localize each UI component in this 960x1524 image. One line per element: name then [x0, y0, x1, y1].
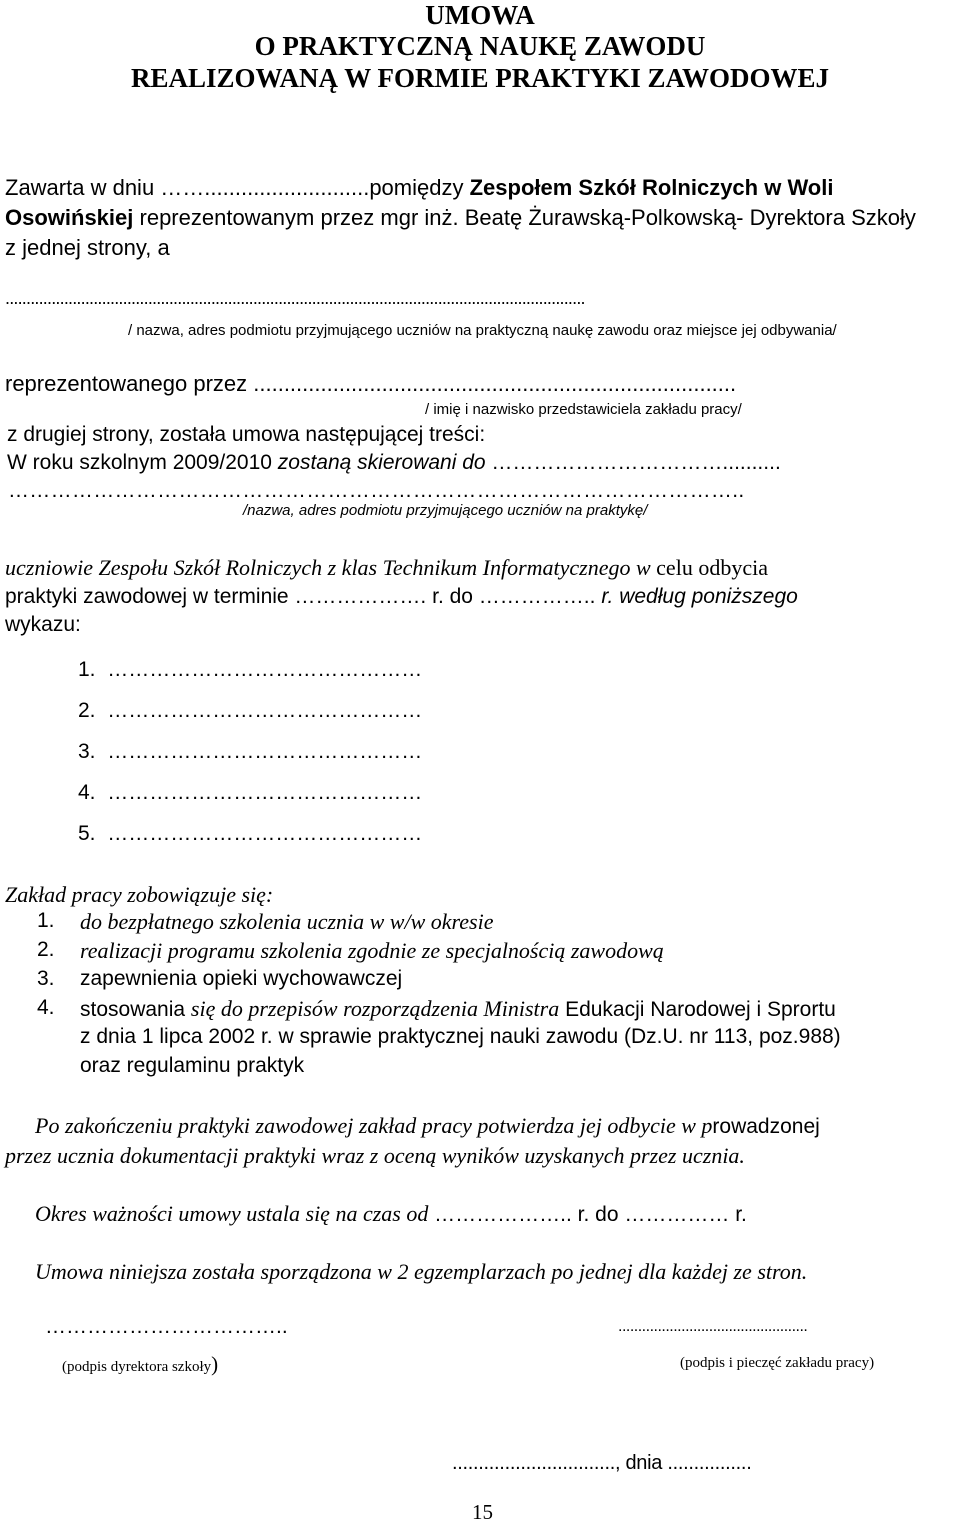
practice-host-caption: /nazwa, adres podmiotu przyjmującego uczniów na praktykę/ [243, 502, 648, 519]
school-name-part-2: Osowińskiej [5, 205, 134, 230]
employer-signature-line: ................................................ [618, 1318, 808, 1335]
second-party-line: z drugiej strony, została umowa następującej treści: [7, 423, 486, 446]
representative-caption: / imię i nazwisko przedstawiciela zakładu pracy/ [425, 401, 742, 418]
validity-text: Okres ważności umowy ustala się na czas od [35, 1201, 429, 1226]
school-year-line [7, 451, 781, 475]
obligation-4-line-1 [80, 996, 836, 1022]
sent-to-dots: …………………………….......... [485, 451, 781, 474]
obligation-4-start: stosowania [80, 998, 191, 1021]
representative-line: reprezentowanego przez ............................................................................... [5, 371, 737, 396]
students-purpose: celu odbycia [650, 555, 768, 580]
title-line-1: UMOWA [425, 0, 535, 30]
students-line-2 [5, 585, 798, 609]
school-name-part-1: Zespołem Szkół Rolniczych w Woli [469, 175, 834, 200]
student-list-item: 2. ……………………………………… [78, 699, 423, 722]
term-text: praktyki zawodowej w terminie ………………. r. do …………….. [5, 585, 596, 608]
obligation-4-regulation: się do przepisów rozporządzenia Ministra [190, 996, 560, 1021]
obligation-text: do bezpłatnego szkolenia ucznia w w/w okresie [80, 909, 494, 934]
obligation-num: 4. [37, 996, 55, 1019]
students-line-1 [5, 555, 768, 580]
students-line-3: wykazu: [5, 613, 81, 636]
intro-representative: reprezentowanym przez mgr inż. Beatę Żurawską-Polkowską- Dyrektora Szkoły [133, 205, 916, 230]
student-list-item: 3. ……………………………………… [78, 740, 423, 763]
intro-line-2 [5, 205, 916, 230]
student-list-item: 5. ……………………………………… [78, 822, 423, 845]
page-number: 15 [472, 1500, 493, 1524]
obligation-num: 2. [37, 938, 55, 961]
completion-line-1 [35, 1113, 820, 1139]
student-list-item: 4. ……………………………………… [78, 781, 423, 804]
obligation-4-ministry: Edukacji Narodowej i Sprortu [559, 998, 836, 1021]
date-line: ..............................., dnia ................ [452, 1452, 752, 1474]
obligation-text: zapewnienia opieki wychowawczej [80, 967, 403, 990]
students-description: uczniowie Zespołu Szkół Rolniczych z klas Technikum Informatycznego w [5, 555, 651, 580]
intro-date-text: Zawarta w dniu ……...........................pomiędzy [5, 175, 470, 200]
copies-line: Umowa niniejsza została sporządzona w 2 egzemplarzach po jednej dla każdej ze stron. [35, 1259, 808, 1284]
completion-text-end: rowadzonej [712, 1115, 820, 1138]
director-signature-caption: (podpis dyrektora szkoły) [62, 1352, 219, 1376]
according-to-text: r. według poniższego [595, 585, 798, 608]
validity-dates: ……………….. r. do …………… r. [428, 1203, 747, 1226]
school-year-fill-line: ………………………………………………………………………………………….. [8, 479, 745, 502]
obligation-4-line-2: z dnia 1 lipca 2002 r. w sprawie praktycznej nauki zawodu (Dz.U. nr 113, poz.988) [80, 1025, 841, 1048]
obligation-num: 1. [37, 909, 55, 932]
intro-line-1 [5, 175, 833, 200]
director-signature-line: …………………………….. [45, 1315, 288, 1338]
obligation-4-line-3: oraz regulaminu praktyk [80, 1054, 305, 1077]
obligations-heading: Zakład pracy zobowiązuje się: [5, 882, 274, 907]
student-list-item: 1. ……………………………………… [78, 658, 423, 681]
school-year-text: W roku szkolnym 2009/2010 [7, 451, 278, 474]
title-line-2: O PRAKTYCZNĄ NAUKĘ ZAWODU [254, 31, 706, 61]
completion-text: Po zakończeniu praktyki zawodowej zakład pracy potwierdza jej odbycie w p [35, 1113, 713, 1138]
obligation-text: realizacji programu szkolenia zgodnie ze specjalnością zawodową [80, 938, 664, 963]
employer-signature-caption: (podpis i pieczęć zakładu pracy) [680, 1355, 875, 1371]
intro-line-3: z jednej strony, a [5, 235, 170, 260]
completion-line-2: przez ucznia dokumentacji praktyki wraz z oceną wyników uzyskanych przez ucznia. [5, 1143, 745, 1168]
host-caption: / nazwa, adres podmiotu przyjmującego uczniów na praktyczną naukę zawodu oraz miejsce jej odbywania/ [128, 322, 837, 339]
validity-line [35, 1201, 747, 1227]
sent-to-text: zostaną skierowani do [277, 451, 486, 474]
title-line-3: REALIZOWANĄ W FORMIE PRAKTYKI ZAWODOWEJ [130, 63, 830, 93]
host-fill-line: .......................................................................................................................................... [5, 288, 585, 308]
obligation-num: 3. [37, 967, 55, 990]
